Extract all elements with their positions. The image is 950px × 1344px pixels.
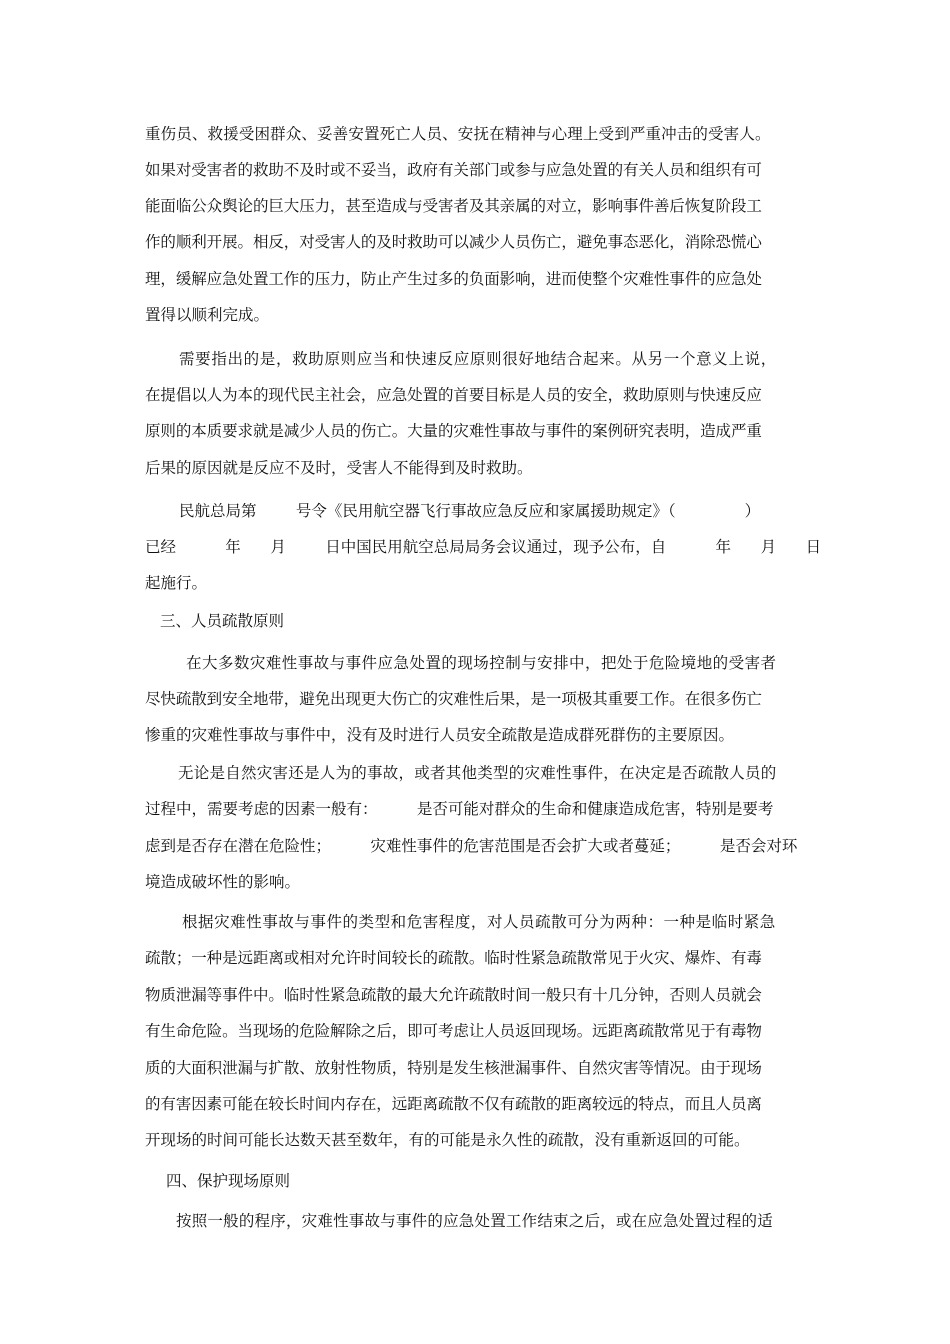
text-line: 理，缓解应急处置工作的压力，防止产生过多的负面影响，进而使整个灾难性事件的应急处 [145,270,762,288]
text-line: 物质泄漏等事件中。临时性紧急疏散的最大允许疏散时间一般只有十几分钟，否则人员就会 [145,986,762,1004]
text-line: 境造成破坏性的影响。 [145,873,301,891]
text-line: 根据灾难性事故与事件的类型和危害程度，对人员疏散可分为两种：一种是临时紧急 [182,913,776,931]
text-line: 过程中，需要考虑的因素一般有： 是否可能对群众的生命和健康造成危害，特别是要考 [145,800,774,818]
text-line: 虑到是否存在潜在危险性； 灾难性事件的危害范围是否会扩大或者蔓延； 是否会对环 [145,837,798,855]
text-line: 无论是自然灾害还是人为的事故，或者其他类型的灾难性事件，在决定是否疏散人员的 [178,764,777,782]
section-heading: 三、人员疏散原则 [160,612,285,630]
text-line: 的有害因素可能在较长时间内存在，远距离疏散不仅有疏散的距离较远的特点，而且人员离 [145,1095,762,1113]
text-line: 重伤员、救援受困群众、妥善安置死亡人员、安抚在精神与心理上受到严重冲击的受害人。 [145,125,771,143]
text-line: 开现场的时间可能长达数天甚至数年，有的可能是永久性的疏散，没有重新返回的可能。 [145,1131,750,1149]
text-line: 疏散；一种是远距离或相对允许时间较长的疏散。临时性紧急疏散常见于火灾、爆炸、有毒 [145,949,762,967]
text-line: 在提倡以人为本的现代民主社会，应急处置的首要目标是人员的安全，救助原则与快速反应 [145,386,762,404]
text-line: 质的大面积泄漏与扩散、放射性物质，特别是发生核泄漏事件、自然灾害等情况。由于现场 [145,1059,762,1077]
text-line: 需要指出的是，救助原则应当和快速反应原则很好地结合起来。从另一个意义上说， [179,350,777,368]
text-line: 后果的原因就是反应不及时，受害人不能得到及时救助。 [145,459,533,477]
text-line: 按照一般的程序，灾难性事故与事件的应急处置工作结束之后，或在应急处置过程的适 [176,1212,773,1230]
text-line: 原则的本质要求就是减少人员的伤亡。大量的灾难性事故与事件的案例研究表明，造成严重 [145,422,762,440]
text-line: 惨重的灾难性事故与事件中，没有及时进行人员安全疏散是造成群死群伤的主要原因。 [145,726,735,744]
text-line: 有生命危险。当现场的危险解除之后，即可考虑让人员返回现场。远距离疏散常见于有毒物 [145,1022,762,1040]
text-line: 能面临公众舆论的巨大压力，甚至造成与受害者及其亲属的对立，影响事件善后恢复阶段工 [145,197,762,215]
text-line: 作的顺利开展。相反，对受害人的及时救助可以减少人员伤亡，避免事态恶化，消除恐慌心 [145,233,762,251]
text-line: 尽快疏散到安全地带，避免出现更大伤亡的灾难性后果，是一项极其重要工作。在很多伤亡 [145,690,762,708]
text-line: 民航总局第 号令《民用航空器飞行事故应急反应和家属援助规定》（ ） [179,502,761,520]
text-line: 置得以顺利完成。 [145,306,270,324]
text-line: 已经 年 月 日中国民用航空总局局务会议通过，现予公布，自 年 月 日 [145,538,822,556]
section-heading: 四、保护现场原则 [166,1172,291,1190]
text-line: 在大多数灾难性事故与事件应急处置的现场控制与安排中，把处于危险境地的受害者 [186,654,777,672]
text-line: 起施行。 [145,574,208,592]
text-line: 如果对受害者的救助不及时或不妥当，政府有关部门或参与应急处置的有关人员和组织有可 [145,161,762,179]
